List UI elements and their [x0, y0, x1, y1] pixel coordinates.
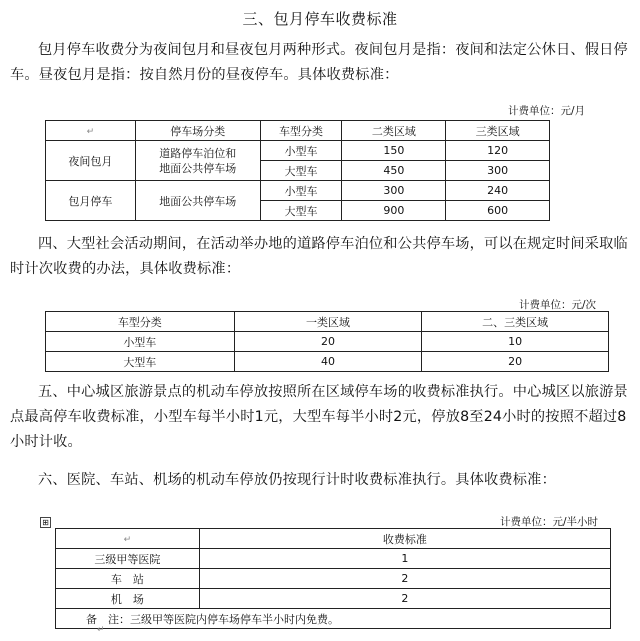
- zone3-fee: 600: [446, 201, 550, 221]
- half-hour-fee: 2: [199, 589, 610, 609]
- vehicle-type: 大型车: [46, 352, 235, 372]
- table-row: [46, 332, 609, 352]
- zone2-fee: 900: [342, 201, 446, 221]
- section3-heading: 三、包月停车收费标准: [242, 10, 398, 28]
- section3-unit: 计费单位：元/月: [508, 105, 586, 117]
- table-header: 二、三类区域: [422, 312, 609, 332]
- lot-type: 地面公共停车场: [135, 181, 260, 221]
- section6-unit: 计费单位：元/半小时: [500, 516, 599, 528]
- table-header-row: [46, 121, 603, 141]
- event-fee-table: [45, 311, 609, 372]
- vehicle-type: 小型车: [46, 332, 235, 352]
- section4-paragraph: 四、大型社会活动期间，在活动举办地的道路停车泊位和公共停车场，可以在规定时间采取临时计次收费的办法，具体收费标准：: [10, 236, 628, 277]
- section3-paragraph: 包月停车收费分为夜间包月和昼夜包月两种形式。夜间包月是指：夜间和法定公休日、假日停车。昼夜包月是指：按自然月份的昼夜停车。具体收费标准：: [10, 42, 628, 83]
- zone3-fee: 240: [446, 181, 550, 201]
- table-note: 备 注：三级甲等医院内停车场停车半小时内免费。: [56, 609, 611, 629]
- table-move-handle-icon[interactable]: ⊞: [40, 517, 51, 528]
- zone3-fee: 300: [446, 161, 550, 181]
- zone23-fee: 20: [422, 352, 609, 372]
- table-header: 车型分类: [46, 312, 235, 332]
- zone1-fee: 20: [234, 332, 422, 352]
- table-row: [46, 352, 609, 372]
- group-label: 夜间包月: [46, 141, 136, 181]
- section5-paragraph: 五、中心城区旅游景点的机动车停放按照所在区域停车场的收费标准执行。中心城区以旅游景点最高停车收费标准，小型车每半小时1元，大型车每半小时2元，停放8至24小时的按照不超过8小时计收。: [10, 384, 628, 450]
- half-hour-fee: 1: [199, 549, 610, 569]
- table-row: [46, 141, 603, 161]
- table-header-row: [46, 312, 609, 332]
- place-name: 三级甲等医院: [56, 549, 200, 569]
- table-row: [56, 549, 611, 569]
- lot-type: 道路停车泊位和地面公共停车场: [135, 141, 260, 181]
- table-note-row: [56, 609, 611, 629]
- table-header-row: [56, 529, 611, 549]
- vehicle-type: 大型车: [260, 201, 342, 221]
- table-header: 停车场分类: [135, 121, 260, 141]
- zone2-fee: 450: [342, 161, 446, 181]
- half-hour-fee: 2: [199, 569, 610, 589]
- monthly-fee-table: [45, 120, 603, 221]
- place-name: 车 站: [56, 569, 200, 589]
- zone1-fee: 40: [234, 352, 422, 372]
- paragraph-mark: ↵: [97, 625, 105, 635]
- table-header: 三类区域: [446, 121, 550, 141]
- table-header: 一类区域: [234, 312, 422, 332]
- section6-paragraph: 六、医院、车站、机场的机动车停放仍按现行计时收费标准执行。具体收费标准：: [38, 472, 556, 488]
- place-name: 机 场: [56, 589, 200, 609]
- hospital-station-fee-table: [55, 528, 611, 629]
- zone2-fee: 150: [342, 141, 446, 161]
- zone23-fee: 10: [422, 332, 609, 352]
- vehicle-type: 大型车: [260, 161, 342, 181]
- table-header: ↵: [46, 121, 136, 141]
- table-row: [56, 589, 611, 609]
- vehicle-type: 小型车: [260, 141, 342, 161]
- table-header: 收费标准: [199, 529, 610, 549]
- zone3-fee: 120: [446, 141, 550, 161]
- zone2-fee: 300: [342, 181, 446, 201]
- table-header: 二类区域: [342, 121, 446, 141]
- section4-unit: 计费单位：元/次: [519, 299, 597, 311]
- table-header: 车型分类: [260, 121, 342, 141]
- table-header: ↵: [56, 529, 200, 549]
- vehicle-type: 小型车: [260, 181, 342, 201]
- table-row: [56, 569, 611, 589]
- table-row: [46, 181, 603, 201]
- group-label: 包月停车: [46, 181, 136, 221]
